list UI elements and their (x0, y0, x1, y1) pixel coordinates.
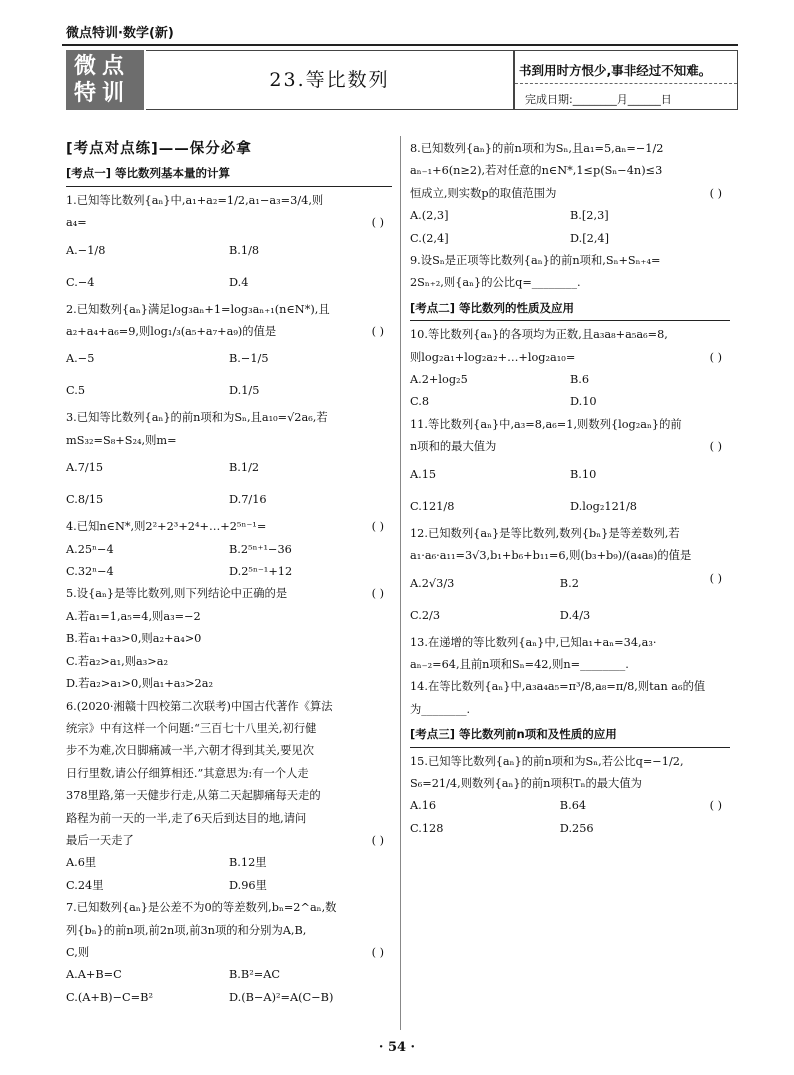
question-line: n项和的最大值为 (410, 440, 497, 454)
option-d: D.若a₂>a₁>0,则a₁+a₃>2a₂ (66, 677, 213, 691)
section-title: [考点对点练]——保分必拿 (66, 141, 252, 157)
option-b: B.[2,3] (570, 209, 609, 223)
left-column (66, 138, 392, 1009)
option-c: C.−4 (66, 275, 95, 289)
question-6 (66, 696, 392, 898)
option-a: A.−1/8 (66, 243, 106, 257)
question-line: 为________. (410, 702, 471, 716)
question-line: 列{bₙ}的前n项,前2n项,前3n项的和分别为A,B, (66, 923, 307, 937)
option-d: D.[2,4] (570, 231, 610, 245)
answer-paren: ( ) (709, 571, 722, 585)
answer-paren: ( ) (371, 216, 384, 230)
answer-paren: ( ) (709, 350, 722, 364)
logo-line-2: 特训 (74, 81, 131, 106)
option-d: D.256 (559, 821, 594, 835)
option-a: A.2√3/3 (410, 576, 455, 590)
knowledge-point-1: [考点一] 等比数列基本量的计算 (66, 162, 392, 186)
option-a: A.15 (410, 467, 437, 481)
answer-paren: ( ) (371, 520, 384, 534)
question-12 (410, 523, 730, 632)
answer-paren: ( ) (371, 325, 384, 339)
option-b: B.12里 (229, 856, 267, 870)
option-a: A.7/15 (66, 461, 104, 475)
option-b: B.−1/5 (229, 352, 269, 366)
option-b: B.若a₁+a₃>0,则a₂+a₄>0 (66, 632, 202, 646)
motto-box (514, 50, 738, 110)
question-stem: a₂+a₄+a₆=9,则log₁/₃(a₅+a₇+a₉)的值是 (66, 325, 277, 339)
question-10 (410, 324, 730, 414)
question-4 (66, 516, 392, 583)
question-11 (410, 414, 730, 523)
option-c: C.5 (66, 384, 86, 398)
question-line: 10.等比数列{aₙ}的各项均为正数,且a₃a₈+a₅a₆=8, (410, 328, 668, 342)
header-rule (62, 44, 738, 46)
option-c: C.32ⁿ−4 (66, 565, 114, 579)
answer-paren: ( ) (709, 186, 722, 200)
option-c: C.8 (410, 395, 430, 409)
right-column (410, 138, 730, 840)
question-line: 8.已知数列{aₙ}的前n项和为Sₙ,且a₁=5,aₙ=−1/2 (410, 142, 664, 155)
option-a: A.2+log₂5 (410, 373, 468, 387)
motto-text: 书到用时方恨少,事非经过不知难。 (519, 63, 712, 78)
question-line: 7.已知数列{aₙ}是公差不为0的等差数列,bₙ=2^aₙ,数 (66, 901, 337, 915)
answer-paren: ( ) (371, 587, 384, 601)
option-c: C.(2,4] (410, 231, 449, 245)
answer-paren: ( ) (371, 833, 384, 847)
option-d: D.4/3 (559, 608, 591, 622)
option-c: C.128 (410, 821, 444, 835)
option-d: D.4 (229, 275, 249, 289)
option-d: D.7/16 (229, 493, 267, 507)
knowledge-point-3: [考点三] 等比数列前n项和及性质的应用 (410, 723, 730, 747)
answer-paren: ( ) (371, 945, 384, 959)
answer-paren: ( ) (709, 440, 722, 454)
column-divider (400, 136, 401, 1030)
question-stem: a₄= (66, 216, 87, 230)
question-line: 6.(2020·湘赣十四校第二次联考)中国古代著作《算法 (66, 699, 333, 713)
question-14 (410, 676, 730, 721)
option-b: B.64 (559, 799, 587, 813)
option-b: B.1/2 (229, 461, 260, 475)
question-line: 14.在等比数列{aₙ}中,a₃a₄a₅=π³/8,a₈=π/8,则tan a₆的值 (410, 680, 706, 694)
logo (66, 50, 144, 110)
question-stem: 2.已知数列{aₙ}满足log₃aₙ+1=log₃aₙ₊₁(n∈N*),且 (66, 302, 330, 316)
question-line: C,则 (66, 945, 90, 959)
question-line: 11.等比数列{aₙ}中,a₃=8,a₆=1,则数列{log₂aₙ}的前 (410, 417, 682, 431)
option-a: A.16 (410, 799, 437, 813)
option-c: C.24里 (66, 878, 104, 892)
question-3 (66, 407, 392, 516)
question-line: 恒成立,则实数p的取值范围为 (410, 186, 557, 200)
option-c: C.8/15 (66, 493, 104, 507)
option-b: B.6 (570, 373, 590, 387)
option-d: D.96里 (229, 878, 267, 892)
option-a: A.6里 (66, 856, 97, 870)
question-line: 12.已知数列{aₙ}是等比数列,数列{bₙ}是等差数列,若 (410, 526, 680, 540)
question-8 (410, 138, 730, 250)
option-a: A.25ⁿ−4 (66, 542, 114, 556)
question-line: 步不为难,次日脚痛减一半,六朝才得到其关,要见次 (66, 744, 315, 758)
option-b: B.10 (570, 467, 597, 481)
option-c: C.若a₂>a₁,则a₃>a₂ (66, 654, 169, 668)
question-line: 最后一天走了 (66, 833, 134, 847)
logo-line-1: 微点 (74, 54, 131, 79)
option-d: D.1/5 (229, 384, 260, 398)
question-stem: mS₃₂=S₈+S₂₄,则m= (66, 433, 177, 447)
question-line: aₙ₋₁+6(n≥2),若对任意的n∈N*,1≤p(Sₙ−4n)≤3 (410, 164, 663, 178)
option-b: B.1/8 (229, 243, 260, 257)
option-b: B.2 (559, 576, 579, 590)
option-c: C.2/3 (410, 608, 441, 622)
question-stem: 3.已知等比数列{aₙ}的前n项和为Sₙ,且a₁₀=√2a₆,若 (66, 411, 328, 425)
question-line: S₆=21/4,则数列{aₙ}的前n项积Tₙ的最大值为 (410, 776, 642, 790)
option-d: D.10 (570, 395, 597, 409)
option-c: C.(A+B)−C=B² (66, 990, 153, 1004)
question-line: a₁·a₆·a₁₁=3√3,b₁+b₆+b₁₁=6,则(b₃+b₉)/(a₄a₈)的值是 (410, 549, 692, 563)
question-stem: 1.已知等比数列{aₙ}中,a₁+a₂=1/2,a₁−a₃=3/4,则 (66, 193, 324, 207)
question-line: aₙ₋₂=64,且前n项和Sₙ=42,则n=________. (410, 657, 629, 671)
option-d: D.2⁵ⁿ⁻¹+12 (229, 565, 293, 579)
question-line: 13.在递增的等比数列{aₙ}中,已知a₁+aₙ=34,a₃· (410, 635, 657, 649)
question-stem: 4.已知n∈N*,则2²+2³+2⁴+…+2⁵ⁿ⁻¹= (66, 520, 267, 534)
completion-date: 完成日期:________月______日 (525, 93, 672, 106)
question-7 (66, 897, 392, 1009)
option-a: A.若a₁=1,a₅=4,则a₃=−2 (66, 609, 201, 623)
motto-divider (515, 83, 737, 84)
question-5 (66, 583, 392, 695)
knowledge-point-2: [考点二] 等比数列的性质及应用 (410, 297, 730, 321)
option-b: B.2⁵ⁿ⁺¹−36 (229, 542, 292, 556)
option-d: D.log₂121/8 (570, 499, 637, 513)
question-line: 路程为前一天的一半,走了6天后到达目的地,请问 (66, 811, 307, 825)
option-a: A.−5 (66, 352, 95, 366)
question-line: 378里路,第一天健步行走,从第二天起脚痛每天走的 (66, 789, 321, 803)
page-number: · 54 · (378, 1040, 416, 1055)
series-title: 微点特训·数学(新) (66, 26, 174, 41)
option-d: D.(B−A)²=A(C−B) (229, 990, 334, 1004)
question-1 (66, 190, 392, 299)
question-stem: 5.设{aₙ}是等比数列,则下列结论中正确的是 (66, 587, 288, 601)
question-line: 15.已知等比数列{aₙ}的前n项和为Sₙ,若公比q=−1/2, (410, 754, 684, 768)
question-line: 2Sₙ₊₂,则{aₙ}的公比q=________. (410, 276, 581, 290)
question-2 (66, 299, 392, 408)
question-9 (410, 250, 730, 295)
question-line: 9.设Sₙ是正项等比数列{aₙ}的前n项和,Sₙ+Sₙ₊₄= (410, 254, 661, 268)
question-13 (410, 632, 730, 677)
option-c: C.121/8 (410, 499, 455, 513)
option-a: A.A+B=C (66, 968, 122, 982)
option-a: A.(2,3] (410, 209, 449, 223)
answer-paren: ( ) (709, 799, 722, 813)
question-line: 统宗》中有这样一个问题:“三百七十八里关,初行健 (66, 721, 317, 735)
question-line: 则log₂a₁+log₂a₂+…+log₂a₁₀= (410, 350, 576, 364)
question-15 (410, 751, 730, 841)
question-line: 日行里数,请公仔细算相还.”其意思为:有一个人走 (66, 766, 309, 780)
option-b: B.B²=AC (229, 968, 280, 982)
chapter-title: 23.等比数列 (146, 50, 514, 110)
